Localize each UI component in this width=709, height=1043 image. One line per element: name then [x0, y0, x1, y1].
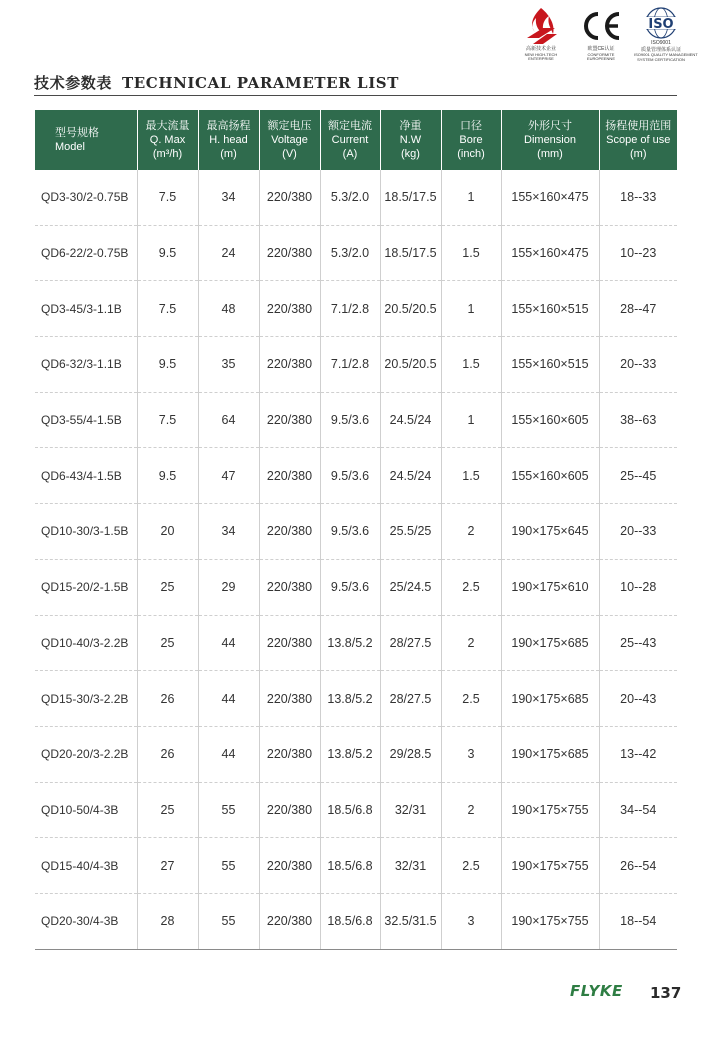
cert-label-cn: 欧盟CE认证 — [587, 46, 615, 52]
table-row — [35, 337, 677, 393]
cell-model: QD6-32/3-1.1B — [35, 337, 137, 393]
cell-current: 9.5/3.6 — [320, 392, 380, 448]
cell-q-max: 26 — [137, 671, 198, 727]
technical-parameter-table — [35, 110, 677, 950]
column-header-line: (m) — [630, 148, 647, 160]
cell-voltage: 220/380 — [259, 337, 320, 393]
cell-current: 18.5/6.8 — [320, 782, 380, 838]
cell-voltage: 220/380 — [259, 726, 320, 782]
cell-bore: 2 — [441, 504, 501, 560]
cert-label-en: SYSTEM CERTIFICATION — [637, 56, 685, 62]
page-number: 137 — [650, 984, 682, 1002]
cell-current: 18.5/6.8 — [320, 838, 380, 894]
cell-model: QD15-40/4-3B — [35, 838, 137, 894]
cell-current: 7.1/2.8 — [320, 281, 380, 337]
cell-scope-of-use: 34--54 — [599, 782, 677, 838]
cell-bore: 1 — [441, 392, 501, 448]
cell-dimension: 155×160×515 — [501, 337, 599, 393]
cell-voltage: 220/380 — [259, 893, 320, 949]
column-header-line: (inch) — [457, 148, 485, 160]
cell-net-weight: 25/24.5 — [380, 559, 441, 615]
cell-h-head: 55 — [198, 838, 259, 894]
cell-current: 9.5/3.6 — [320, 504, 380, 560]
ce-mark-icon — [579, 6, 623, 46]
column-header-line: (m) — [220, 148, 237, 160]
cell-dimension: 190×175×610 — [501, 559, 599, 615]
column-header-line: 口径 — [460, 120, 482, 132]
table-row — [35, 170, 677, 225]
iso-globe-icon — [641, 6, 681, 40]
cell-h-head: 64 — [198, 392, 259, 448]
column-header-line: 最大流量 — [145, 120, 190, 132]
cell-h-head: 55 — [198, 893, 259, 949]
cell-voltage: 220/380 — [259, 782, 320, 838]
cell-net-weight: 18.5/17.5 — [380, 225, 441, 281]
cell-h-head: 44 — [198, 726, 259, 782]
cell-net-weight: 28/27.5 — [380, 615, 441, 671]
cell-dimension: 190×175×755 — [501, 838, 599, 894]
iso-logo-text: ISO — [648, 17, 674, 32]
cell-current: 5.3/2.0 — [320, 170, 380, 225]
column-header-model — [35, 110, 137, 170]
cell-net-weight: 29/28.5 — [380, 726, 441, 782]
cert-label-cn: 质量管理体系认证 — [640, 46, 681, 53]
cell-h-head: 35 — [198, 337, 259, 393]
table-row — [35, 838, 677, 894]
column-header-scope-of-use — [599, 110, 677, 170]
cert-label-en: ENTERPRISE — [528, 56, 554, 62]
cell-h-head: 44 — [198, 671, 259, 727]
cell-model: QD10-40/3-2.2B — [35, 615, 137, 671]
cell-q-max: 20 — [137, 504, 198, 560]
column-header-line: 外形尺寸 — [528, 120, 572, 132]
column-header-current — [320, 110, 380, 170]
cert-label-en: NEW HIGH-TECH — [524, 51, 558, 57]
ce-certification-logo — [574, 6, 628, 70]
cell-q-max: 9.5 — [137, 448, 198, 504]
column-header-line: N.W — [399, 134, 422, 146]
column-header-line: Voltage — [271, 134, 308, 146]
iso9001-certification-logo — [634, 6, 698, 70]
cell-current: 13.8/5.2 — [320, 615, 380, 671]
cell-net-weight: 20.5/20.5 — [380, 337, 441, 393]
cell-q-max: 27 — [137, 838, 198, 894]
table-row — [35, 392, 677, 448]
cell-dimension: 155×160×515 — [501, 281, 599, 337]
cell-bore: 3 — [441, 893, 501, 949]
cell-dimension: 190×175×685 — [501, 615, 599, 671]
cell-bore: 1 — [441, 281, 501, 337]
column-header-voltage — [259, 110, 320, 170]
cell-q-max: 7.5 — [137, 392, 198, 448]
column-header-line: 净重 — [399, 120, 422, 132]
table-row — [35, 504, 677, 560]
column-header-line: H. head — [209, 134, 248, 146]
brand-logo: FLYKE — [570, 982, 623, 1000]
column-header-line: Scope of use — [606, 134, 671, 146]
cell-scope-of-use: 25--43 — [599, 615, 677, 671]
cell-bore: 1.5 — [441, 448, 501, 504]
cell-model: QD10-30/3-1.5B — [35, 504, 137, 560]
cell-scope-of-use: 10--28 — [599, 559, 677, 615]
cell-voltage: 220/380 — [259, 225, 320, 281]
cell-current: 9.5/3.6 — [320, 448, 380, 504]
table-header-row — [35, 110, 677, 170]
table-row — [35, 782, 677, 838]
cert-label-en: ISO9001 QUALITY MANAGEMENT — [634, 52, 698, 58]
cell-net-weight: 24.5/24 — [380, 448, 441, 504]
cell-scope-of-use: 26--54 — [599, 838, 677, 894]
cell-dimension: 190×175×645 — [501, 504, 599, 560]
cell-scope-of-use: 38--63 — [599, 392, 677, 448]
flame-logo-icon — [523, 6, 559, 46]
cell-current: 13.8/5.2 — [320, 726, 380, 782]
column-header-line: Model — [55, 141, 85, 153]
column-header-line: (m³/h) — [152, 148, 183, 160]
cell-h-head: 24 — [198, 225, 259, 281]
column-header-line: Bore — [459, 134, 483, 146]
column-header-line: 型号规格 — [55, 127, 99, 139]
cell-scope-of-use: 13--42 — [599, 726, 677, 782]
cell-bore: 2.5 — [441, 671, 501, 727]
cell-dimension: 155×160×605 — [501, 448, 599, 504]
column-header-bore — [441, 110, 501, 170]
cell-model: QD10-50/4-3B — [35, 782, 137, 838]
cell-bore: 2 — [441, 615, 501, 671]
cell-q-max: 26 — [137, 726, 198, 782]
cell-current: 9.5/3.6 — [320, 559, 380, 615]
table-row — [35, 893, 677, 949]
cell-model: QD3-30/2-0.75B — [41, 190, 129, 205]
cell-bore: 1.5 — [441, 337, 501, 393]
cell-voltage: 220/380 — [259, 170, 320, 225]
column-header-line: 额定电压 — [267, 120, 312, 132]
cell-dimension: 190×175×685 — [501, 671, 599, 727]
cell-q-max: 9.5 — [137, 225, 198, 281]
table-row — [35, 225, 677, 281]
table-body — [35, 170, 677, 949]
certification-logos — [514, 6, 698, 70]
cell-q-max: 25 — [137, 559, 198, 615]
cell-h-head: 29 — [198, 559, 259, 615]
cell-scope-of-use: 20--33 — [599, 504, 677, 560]
cell-model: QD3-45/3-1.1B — [35, 281, 137, 337]
column-header-line: (A) — [342, 148, 358, 160]
cell-dimension: 190×175×685 — [501, 726, 599, 782]
table-row — [35, 559, 677, 615]
table-row — [35, 671, 677, 727]
cell-h-head: 34 — [198, 504, 259, 560]
column-header-line: 额定电流 — [328, 120, 372, 132]
column-header-line: (V) — [282, 148, 297, 160]
cert-label-cn: 高新技术企业 — [525, 46, 556, 52]
cell-q-max: 7.5 — [137, 281, 198, 337]
column-header-line: Dimension — [524, 134, 576, 146]
cell-net-weight: 18.5/17.5 — [380, 170, 441, 225]
column-header-net-weight — [380, 110, 441, 170]
cell-voltage: 220/380 — [259, 559, 320, 615]
cell-voltage: 220/380 — [259, 448, 320, 504]
cell-q-max: 28 — [137, 893, 198, 949]
cell-q-max: 25 — [137, 615, 198, 671]
high-tech-enterprise-logo — [514, 6, 568, 70]
cell-h-head: 48 — [198, 281, 259, 337]
cell-q-max: 25 — [137, 782, 198, 838]
cell-dimension: 155×160×605 — [501, 392, 599, 448]
cell-dimension: 190×175×755 — [501, 782, 599, 838]
cell-h-head: 34 — [198, 170, 259, 225]
table-row — [35, 615, 677, 671]
cert-label-en: CONFORMITE — [587, 51, 615, 57]
cell-h-head: 55 — [198, 782, 259, 838]
cell-net-weight: 32/31 — [380, 838, 441, 894]
cell-model: QD20-30/4-3B — [35, 893, 137, 949]
column-header-line: Current — [331, 134, 369, 146]
cell-net-weight: 28/27.5 — [380, 671, 441, 727]
column-header-h-head — [198, 110, 259, 170]
cell-model: QD3-55/4-1.5B — [35, 392, 137, 448]
cell-bore: 2.5 — [441, 559, 501, 615]
cell-bore: 2.5 — [441, 838, 501, 894]
cell-scope-of-use: 10--23 — [599, 225, 677, 281]
cell-model: QD6-43/4-1.5B — [35, 448, 137, 504]
cert-label-code: ISO9001 — [651, 40, 671, 46]
table-row — [35, 448, 677, 504]
cell-net-weight: 20.5/20.5 — [380, 281, 441, 337]
column-header-line: (mm) — [537, 148, 563, 160]
cell-voltage: 220/380 — [259, 281, 320, 337]
cell-voltage: 220/380 — [259, 838, 320, 894]
cell-model: QD15-20/2-1.5B — [35, 559, 137, 615]
cell-net-weight: 25.5/25 — [380, 504, 441, 560]
cell-current: 5.3/2.0 — [320, 225, 380, 281]
cell-model: QD15-30/3-2.2B — [35, 671, 137, 727]
cell-voltage: 220/380 — [259, 392, 320, 448]
cell-net-weight: 24.5/24 — [380, 392, 441, 448]
cell-current: 7.1/2.8 — [320, 337, 380, 393]
cell-voltage: 220/380 — [259, 615, 320, 671]
cell-h-head: 47 — [198, 448, 259, 504]
cell-scope-of-use: 28--47 — [599, 281, 677, 337]
cell-scope-of-use: 20--33 — [599, 337, 677, 393]
column-header-line: (kg) — [401, 148, 420, 160]
cell-voltage: 220/380 — [259, 671, 320, 727]
cell-q-max: 9.5 — [137, 337, 198, 393]
cell-q-max: 7.5 — [137, 170, 198, 225]
column-header-line: 扬程使用范围 — [605, 120, 672, 132]
column-header-q-max — [137, 110, 198, 170]
cell-dimension: 155×160×475 — [501, 225, 599, 281]
cell-voltage: 220/380 — [259, 504, 320, 560]
cert-label-en: EUROPEENNE — [586, 56, 615, 62]
cell-net-weight: 32.5/31.5 — [380, 893, 441, 949]
cell-bore: 2 — [441, 782, 501, 838]
cell-current: 18.5/6.8 — [320, 893, 380, 949]
cell-scope-of-use: 18--33 — [599, 170, 677, 225]
cell-bore: 1 — [441, 170, 501, 225]
page-title — [34, 72, 399, 93]
cell-current: 13.8/5.2 — [320, 671, 380, 727]
cell-model: QD6-22/2-0.75B — [35, 225, 137, 281]
cell-scope-of-use: 25--45 — [599, 448, 677, 504]
page-title-cn: 技术参数表 — [34, 74, 113, 92]
cell-h-head: 44 — [198, 615, 259, 671]
page-title-en: TECHNICAL PARAMETER LIST — [122, 74, 400, 92]
column-header-dimension — [501, 110, 599, 170]
cell-scope-of-use: 20--43 — [599, 671, 677, 727]
column-header-line: Q. Max — [149, 134, 186, 146]
cell-net-weight: 32/31 — [380, 782, 441, 838]
cell-bore: 3 — [441, 726, 501, 782]
table-row — [35, 281, 677, 337]
title-divider — [34, 95, 677, 96]
cell-bore: 1.5 — [441, 225, 501, 281]
cell-dimension: 155×160×475 — [501, 170, 599, 225]
cell-dimension: 190×175×755 — [501, 893, 599, 949]
column-header-line: 最高扬程 — [206, 120, 251, 132]
cell-scope-of-use: 18--54 — [599, 893, 677, 949]
cell-model: QD20-20/3-2.2B — [35, 726, 137, 782]
table-row — [35, 726, 677, 782]
